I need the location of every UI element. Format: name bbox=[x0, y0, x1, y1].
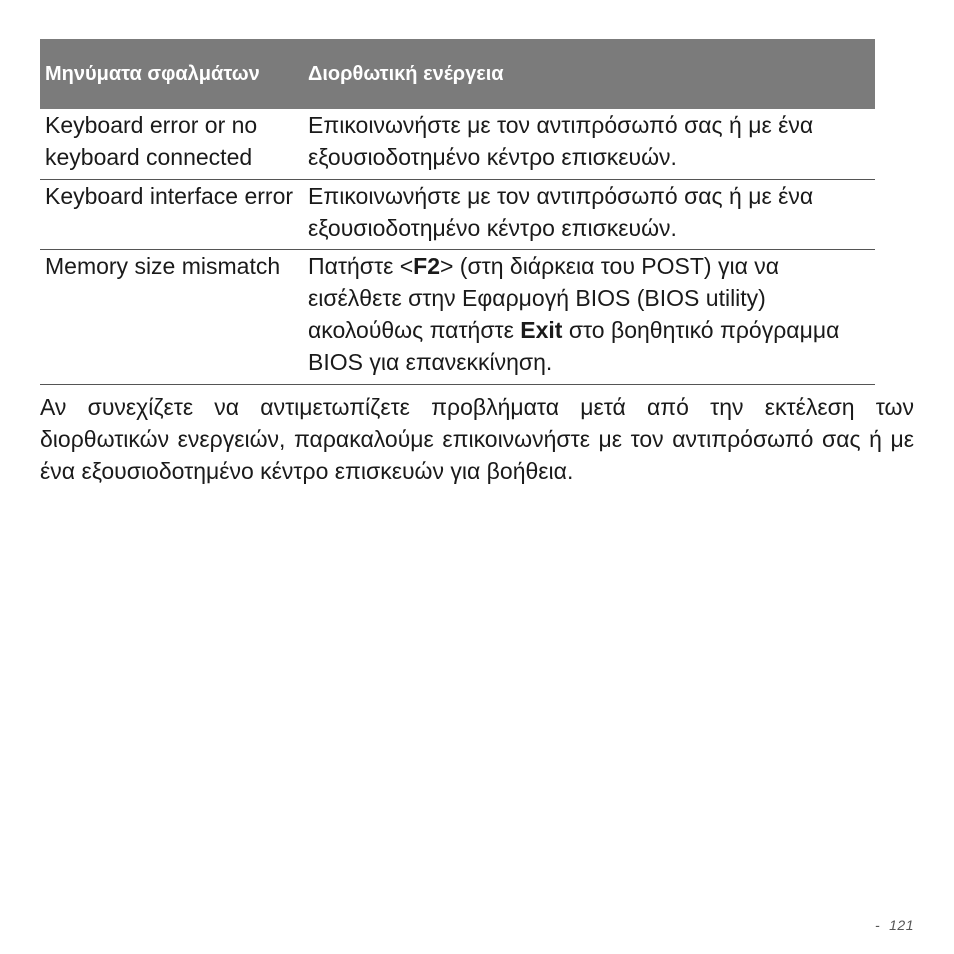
header-error-messages: Μηνύματα σφαλμάτων bbox=[40, 39, 302, 109]
error-message-cell: Keyboard interface error bbox=[40, 179, 302, 249]
page-footer bbox=[875, 917, 914, 933]
table-row bbox=[40, 249, 875, 384]
action-text: στο βοηθητικό πρόγραμμα BIOS για επανεκκίνηση. bbox=[308, 316, 840, 375]
page-number: 121 bbox=[889, 917, 914, 933]
footer-dash: - bbox=[874, 917, 881, 933]
table-row bbox=[40, 109, 875, 179]
corrective-action-cell bbox=[302, 249, 875, 384]
key-f2-label: F2 bbox=[413, 252, 440, 279]
table-header-row bbox=[40, 39, 875, 109]
error-message-cell: Memory size mismatch bbox=[40, 249, 302, 384]
table-row bbox=[40, 179, 875, 249]
action-text: > (στη διάρκεια του POST) για να εισέλθετε στην Εφαρμογή BIOS (BIOS utility) ακολούθως πατήστε bbox=[308, 252, 780, 343]
corrective-action-cell: Επικοινωνήστε με τον αντιπρόσωπό σας ή με ένα εξουσιοδοτημένο κέντρο επισκευών. bbox=[302, 179, 875, 249]
corrective-action-cell: Επικοινωνήστε με τον αντιπρόσωπό σας ή με ένα εξουσιοδοτημένο κέντρο επισκευών. bbox=[302, 109, 875, 179]
header-corrective-action: Διορθωτική ενέργεια bbox=[302, 39, 875, 109]
error-message-cell: Keyboard error or no keyboard connected bbox=[40, 109, 302, 179]
error-messages-table bbox=[40, 39, 875, 385]
action-text: Πατήστε < bbox=[308, 252, 414, 279]
key-exit-label: Exit bbox=[520, 316, 563, 343]
help-paragraph: Αν συνεχίζετε να αντιμετωπίζετε προβλήματα μετά από την εκτέλεση των διορθωτικών ενεργειών, παρακαλούμε επικοινωνήστε με τον αντιπρόσωπό σας ή με ένα εξουσιοδοτημένο κέντρο επισκευών για βοήθεια. bbox=[40, 394, 914, 484]
